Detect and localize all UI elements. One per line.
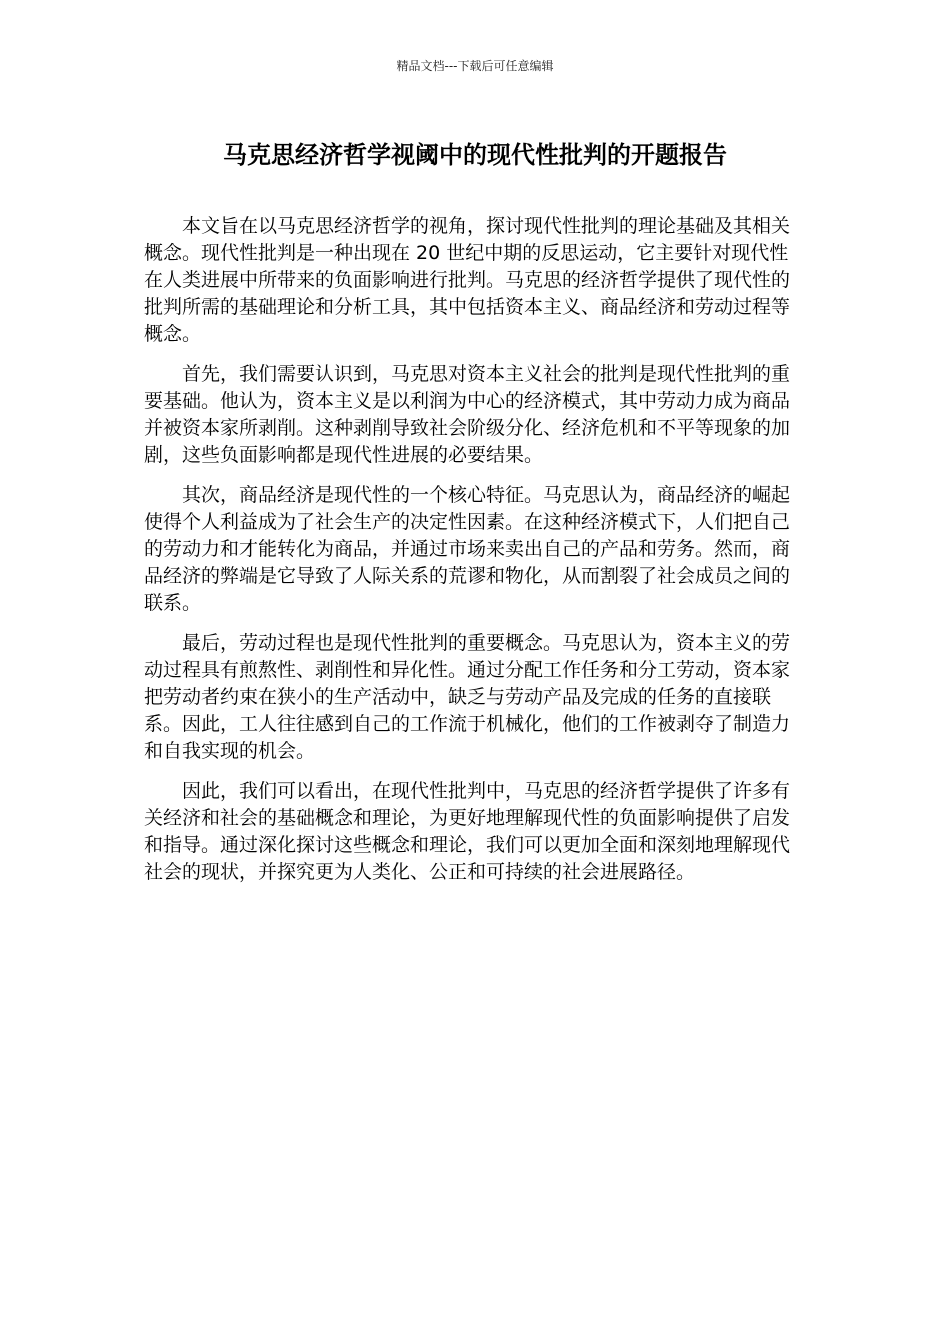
paragraph-4: 最后，劳动过程也是现代性批判的重要概念。马克思认为，资本主义的劳动过程具有煎熬性、剥削性和异化性。通过分配工作任务和分工劳动，资本家把劳动者约束在狭小的生产活动中，缺乏与劳动产品及完成的任务的直接联系。因此，工人往往感到自己的工作流于机械化，他们的工作被剥夺了制造力和自我实现的机会。 [144, 632, 791, 762]
paragraph-1: 本文旨在以马克思经济哲学的视角，探讨现代性批判的理论基础及其相关概念。现代性批判是一种出现在 20 世纪中期的反思运动，它主要针对现代性在人类进展中所带来的负面影响进行批判。马克思的经济哲学提供了现代性的批判所需的基础理论和分析工具，其中包括资本主义、商品经济和劳动过程等概念。 [144, 215, 791, 345]
paragraph-2: 首先，我们需要认识到，马克思对资本主义社会的批判是现代性批判的重要基础。他认为，资本主义是以利润为中心的经济模式，其中劳动力成为商品并被资本家所剥削。这种剥削导致社会阶级分化、经济危机和不平等现象的加剧，这些负面影响都是现代性进展的必要结果。 [144, 363, 791, 466]
page-header: 精品文档---下载后可任意编辑 [396, 59, 554, 73]
document-title: 马克思经济哲学视阈中的现代性批判的开题报告 [223, 141, 727, 169]
paragraph-5: 因此，我们可以看出，在现代性批判中，马克思的经济哲学提供了许多有关经济和社会的基础概念和理论，为更好地理解现代性的负面影响提供了启发和指导。通过深化探讨这些概念和理论，我们可以更加全面和深刻地理解现代社会的现状，并探究更为人类化、公正和可持续的社会进展路径。 [144, 780, 791, 883]
paragraph-3: 其次，商品经济是现代性的一个核心特征。马克思认为，商品经济的崛起使得个人利益成为了社会生产的决定性因素。在这种经济模式下，人们把自己的劳动力和才能转化为商品，并通过市场来卖出自己的产品和劳务。然而，商品经济的弊端是它导致了人际关系的荒谬和物化，从而割裂了社会成员之间的联系。 [144, 484, 791, 614]
document-body [144, 213, 804, 899]
